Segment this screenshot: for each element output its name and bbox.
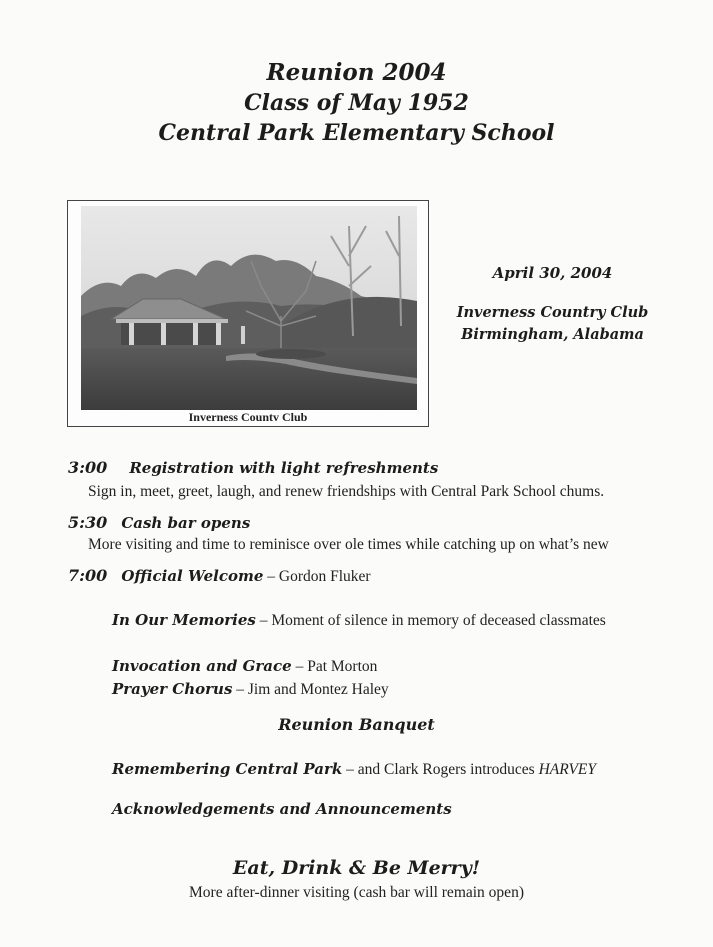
schedule-time: 7:00 <box>68 566 108 585</box>
schedule-title: Registration with light refreshments <box>129 459 439 477</box>
program-detail: – Jim and Montez Haley <box>232 681 389 698</box>
schedule-person: Gordon Fluker <box>278 568 371 585</box>
program-detail: – Moment of silence in memory of deceased classmates <box>255 612 606 629</box>
country-club-photo <box>81 206 417 410</box>
program-prayer-chorus <box>112 680 389 699</box>
program-invocation <box>112 657 377 676</box>
event-info <box>440 264 665 346</box>
header-class-title: Class of May 1952 <box>244 90 469 116</box>
schedule-item-welcome <box>68 566 371 586</box>
event-date: April 30, 2004 <box>492 264 613 282</box>
banquet-heading: Reunion Banquet <box>278 715 435 734</box>
schedule-title: Cash bar opens <box>121 514 251 532</box>
document-header <box>0 58 713 148</box>
program-detail: – and Clark Rogers introduces <box>342 761 539 778</box>
country-club-photo-image <box>81 206 417 410</box>
program-title: Acknowledgements and Announcements <box>112 800 452 818</box>
schedule-description: Sign in, meet, greet, laugh, and renew friendships with Central Park School chums. <box>88 483 605 500</box>
schedule-time: 5:30 <box>68 513 108 532</box>
program-memories <box>112 611 606 630</box>
schedule-title: Official Welcome <box>121 567 264 585</box>
program-title: Prayer Chorus <box>112 680 233 698</box>
program-acknowledgements <box>112 800 452 819</box>
schedule-item-registration <box>68 458 438 478</box>
schedule-description: More visiting and time to reminisce over ole times while catching up on what’s new <box>88 536 609 553</box>
closing-subtitle: More after-dinner visiting (cash bar will remain open) <box>189 884 524 901</box>
program-highlight: HARVEY <box>538 761 596 778</box>
header-reunion-title: Reunion 2004 <box>266 59 447 86</box>
photo-frame <box>67 200 429 427</box>
header-school-title: Central Park Elementary School <box>158 120 555 146</box>
program-title: Remembering Central Park <box>112 760 343 778</box>
photo-caption: Inverness Countv Club <box>188 410 308 424</box>
event-venue: Inverness Country Club <box>456 304 649 321</box>
event-city: Birmingham, Alabama <box>461 326 644 343</box>
schedule-item-cash-bar <box>68 513 250 533</box>
program-detail: – Pat Morton <box>291 658 378 675</box>
program-remembering <box>112 760 596 779</box>
program-title: In Our Memories <box>112 611 256 629</box>
schedule-time: 3:00 <box>68 458 108 477</box>
program-title: Invocation and Grace <box>112 657 292 675</box>
closing-title: Eat, Drink & Be Merry! <box>232 857 481 879</box>
schedule-separator: – <box>263 568 279 585</box>
